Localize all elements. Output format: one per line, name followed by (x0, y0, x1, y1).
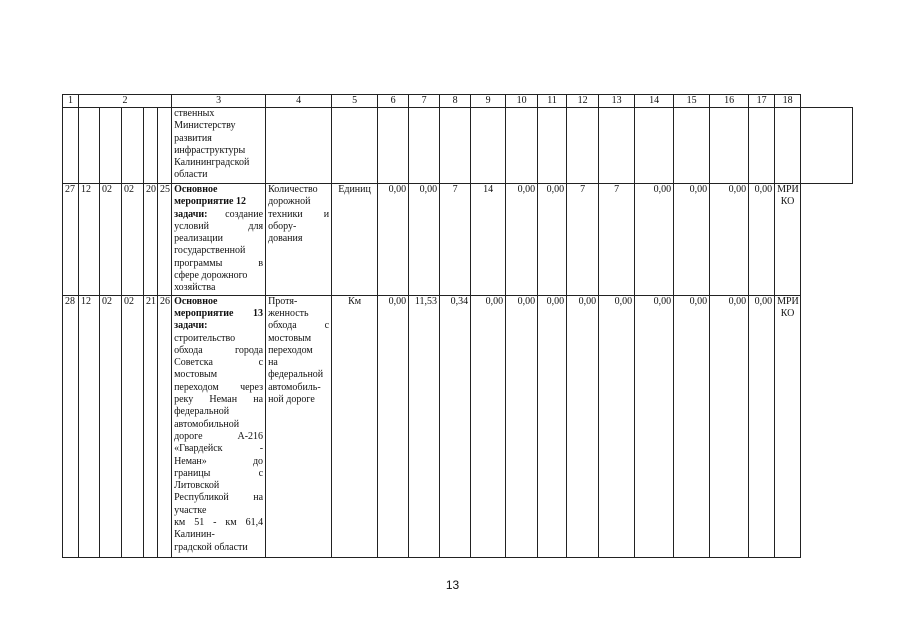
text-line: «Гвардейск - (174, 443, 264, 455)
value-cell: 0,00 (635, 184, 674, 296)
indicator-description (266, 184, 332, 296)
code-cell: 02 (122, 184, 144, 296)
text-line: условий для (174, 220, 264, 232)
text-line: мостовым (268, 332, 312, 344)
table-cell (749, 108, 775, 184)
bold-fragment: задачи: (174, 208, 208, 220)
unit-cell: Км (332, 295, 378, 557)
value-cell: 0,00 (635, 295, 674, 557)
text-line: переходом (268, 344, 313, 356)
header-cell: 16 (710, 95, 749, 108)
text-line: развития (174, 132, 212, 144)
table-cell (378, 108, 409, 184)
value-cell: 0,00 (599, 295, 635, 557)
text-line: сфере дорожного (174, 270, 248, 282)
indicator-description (266, 295, 332, 557)
code-cell: 02 (122, 295, 144, 557)
value-cell: 0,00 (506, 295, 538, 557)
table-cell (567, 108, 599, 184)
table-cell (79, 108, 100, 184)
code-cell: 20 (144, 184, 158, 296)
header-cell: 7 (409, 95, 440, 108)
text-line: федеральной (268, 369, 324, 381)
text-line: Министерству (174, 120, 236, 132)
measure-description (172, 184, 266, 296)
table-cell (100, 108, 122, 184)
text-line: Калининградской (174, 157, 250, 169)
text-line: мероприятие 12 (174, 196, 246, 208)
continuation-text (172, 108, 266, 184)
table-cell (144, 108, 158, 184)
text-line: ной дороге (268, 394, 315, 406)
header-cell: 11 (538, 95, 567, 108)
text-line: Калинин- (174, 529, 215, 541)
table-cell (266, 108, 332, 184)
header-cell: 14 (635, 95, 674, 108)
page-number: 13 (445, 578, 460, 592)
table-cell (538, 108, 567, 184)
text-line: женность (268, 307, 309, 319)
unit-cell: Единиц (332, 184, 378, 296)
code-cell: 25 (158, 184, 172, 296)
text-line: ственных (174, 108, 215, 119)
text-line: дорожной (268, 196, 311, 208)
header-cell: 1 (63, 95, 79, 108)
text-line: автомобильной (174, 418, 240, 430)
value-cell: 11,53 (409, 295, 440, 557)
text-line: дороге А-216 (174, 430, 264, 442)
text-line: Основное (174, 295, 218, 307)
text-line: Литовской (174, 480, 220, 492)
measure-description (172, 295, 266, 557)
table-cell (635, 108, 674, 184)
value-cell: 0,00 (749, 184, 775, 296)
table-cell (801, 108, 853, 184)
header-cell: 4 (266, 95, 332, 108)
value-cell: 0,00 (749, 295, 775, 557)
text-line: хозяйства (174, 282, 216, 294)
header-cell: 10 (506, 95, 538, 108)
text-line: мероприятие 13 (174, 307, 264, 319)
code-cell: 26 (158, 295, 172, 557)
text-line: программы в (174, 257, 264, 269)
header-cell: 2 (79, 95, 172, 108)
text-line: переходом через (174, 381, 264, 393)
value-cell: 0,34 (440, 295, 471, 557)
text-line: обхода с (268, 320, 330, 332)
row-number: 28 (63, 295, 79, 557)
text-fragment: создание (207, 208, 264, 220)
value-cell: 0,00 (674, 184, 710, 296)
value-cell: 0,00 (567, 295, 599, 557)
program-table (62, 94, 853, 558)
text-line: Количество (268, 184, 318, 195)
table-cell (63, 108, 79, 184)
table-cell (775, 108, 801, 184)
text-line: техники и (268, 208, 330, 220)
text-line: области (174, 169, 208, 181)
header-cell: 9 (471, 95, 506, 108)
table-cell (122, 108, 144, 184)
text-line: автомобиль- (268, 381, 321, 393)
text-line: км 51 - км 61,4 (174, 517, 264, 529)
table-cell (471, 108, 506, 184)
text-line: градской области (174, 541, 248, 553)
header-row (63, 95, 853, 108)
text-line (174, 209, 263, 221)
code-cell: 12 (79, 184, 100, 296)
table-row (63, 184, 853, 296)
text-line: инфраструктуры (174, 144, 246, 156)
code-cell: 12 (79, 295, 100, 557)
table-cell (332, 108, 378, 184)
header-cell: 6 (378, 95, 409, 108)
value-cell: 7 (440, 184, 471, 296)
text-line: мостовым (174, 369, 218, 381)
header-cell: 8 (440, 95, 471, 108)
table-cell (674, 108, 710, 184)
header-cell: 15 (674, 95, 710, 108)
header-cell: 17 (749, 95, 775, 108)
value-cell: 0,00 (409, 184, 440, 296)
code-cell: 02 (100, 295, 122, 557)
text-line: федеральной (174, 406, 230, 418)
value-cell: 0,00 (378, 295, 409, 557)
table-cell (440, 108, 471, 184)
header-cell: 3 (172, 95, 266, 108)
table-cell (599, 108, 635, 184)
text-line: Неман» до (174, 455, 264, 467)
value-cell: 0,00 (710, 184, 749, 296)
text-line: дования (268, 233, 303, 245)
value-cell: 0,00 (538, 184, 567, 296)
executor-cell: МРИ КО (775, 184, 801, 296)
text-line: строительство (174, 332, 236, 344)
text-line: реку Неман на (174, 394, 264, 406)
text-line: задачи: (174, 320, 208, 332)
executor-cell: МРИ КО (775, 295, 801, 557)
header-cell: 13 (599, 95, 635, 108)
text-line: реализации (174, 233, 223, 245)
table-cell (506, 108, 538, 184)
value-cell: 0,00 (538, 295, 567, 557)
value-cell: 14 (471, 184, 506, 296)
text-line: Республикой на (174, 492, 264, 504)
header-cell: 5 (332, 95, 378, 108)
text-line: обхода города (174, 344, 264, 356)
text-line: участке (174, 504, 207, 516)
value-cell: 0,00 (674, 295, 710, 557)
table-cell (710, 108, 749, 184)
header-cell: 18 (775, 95, 801, 108)
text-line: Протя- (268, 295, 298, 307)
value-cell: 7 (599, 184, 635, 296)
table-cell (158, 108, 172, 184)
continuation-row (63, 108, 853, 184)
text-line: Основное (174, 184, 218, 195)
code-cell: 02 (100, 184, 122, 296)
value-cell: 0,00 (378, 184, 409, 296)
header-cell: 12 (567, 95, 599, 108)
text-line: на (268, 357, 278, 369)
value-cell: 0,00 (471, 295, 506, 557)
code-cell: 21 (144, 295, 158, 557)
text-line: обору- (268, 220, 297, 232)
value-cell: 0,00 (710, 295, 749, 557)
text-line: Советска с (174, 357, 264, 369)
value-cell: 0,00 (506, 184, 538, 296)
row-number: 27 (63, 184, 79, 296)
text-line: границы с (174, 467, 264, 479)
table-cell (409, 108, 440, 184)
text-line: государственной (174, 245, 246, 257)
value-cell: 7 (567, 184, 599, 296)
table-row (63, 295, 853, 557)
